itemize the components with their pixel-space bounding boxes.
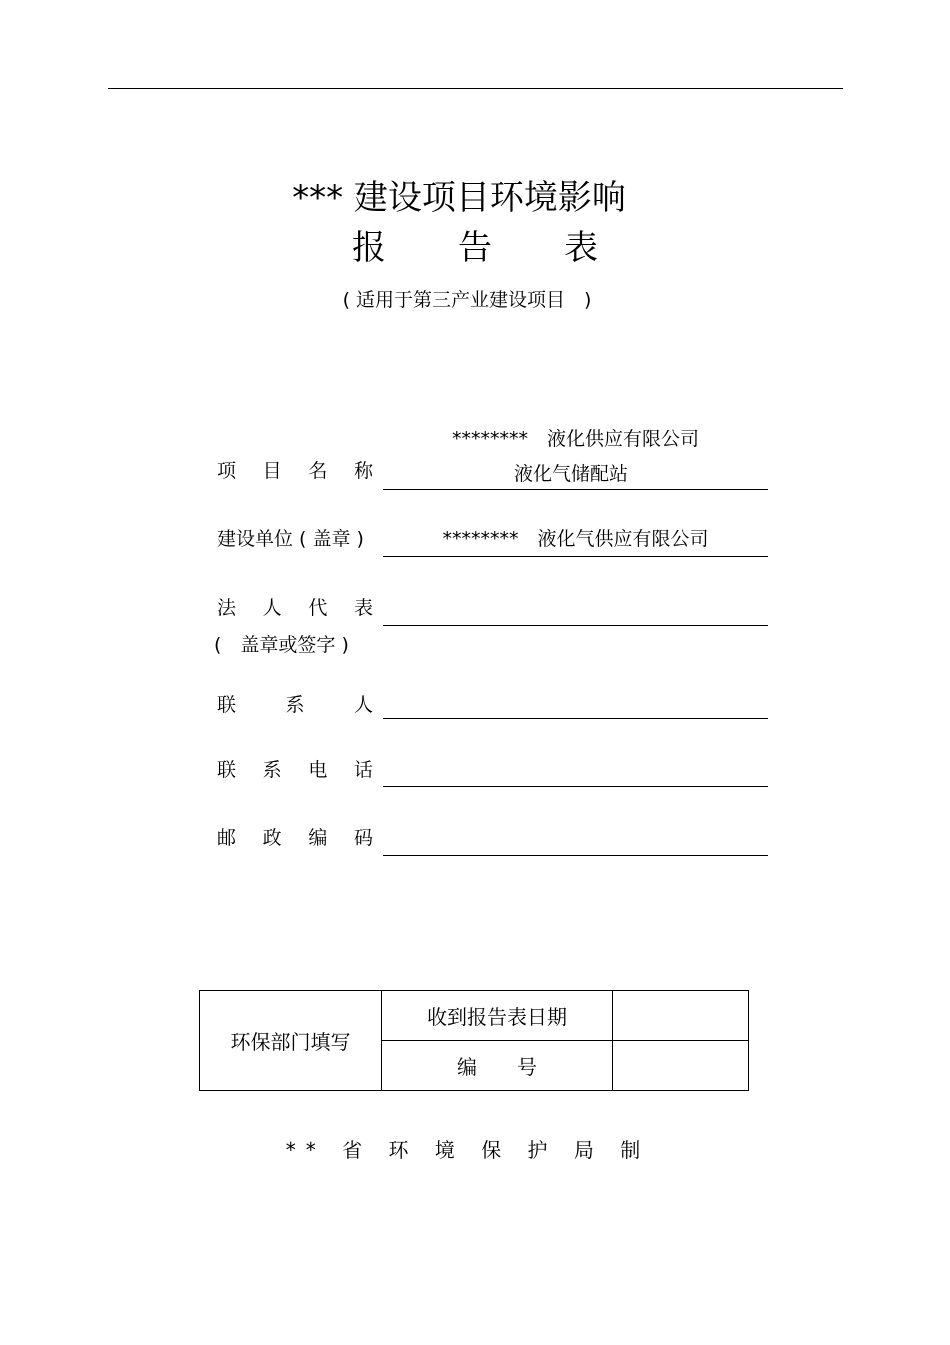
contact-phone-label: 联 系 电 话	[217, 759, 373, 781]
construction-unit-field[interactable]	[383, 556, 768, 557]
project-name-label: 项 目 名 称	[217, 460, 373, 482]
title-char-biao: 表	[564, 228, 598, 268]
title-char-bao: 报	[352, 228, 386, 268]
report-number-field[interactable]	[613, 1041, 749, 1091]
postal-code-field[interactable]	[383, 855, 768, 856]
project-name-field[interactable]	[383, 489, 768, 490]
report-number-label: 编 号	[382, 1041, 613, 1091]
title-line1: *** 建设项目环境影响	[292, 178, 626, 218]
construction-unit-label: 建设单位 ( 盖章 )	[217, 528, 364, 550]
legal-rep-field[interactable]	[383, 625, 768, 626]
contact-person-label: 联 系 人	[217, 694, 373, 716]
contact-phone-field[interactable]	[383, 786, 768, 787]
issuer-footer: ** 省 环 境 保 护 局 制	[285, 1138, 651, 1162]
title-char-gao: 告	[458, 228, 492, 268]
dept-fill-label: 环保部门填写	[200, 991, 382, 1091]
project-name-value-line2: 液化气储配站	[513, 463, 628, 485]
legal-rep-label: 法 人 代 表	[217, 597, 373, 619]
date-received-field[interactable]	[613, 991, 749, 1041]
construction-unit-value: ******** 液化气供应有限公司	[442, 528, 709, 550]
subtitle: ( 适用于第三产业建设项目 )	[342, 289, 592, 311]
project-name-value-line1: ******** 液化供应有限公司	[451, 428, 699, 450]
contact-person-field[interactable]	[383, 718, 768, 719]
top-rule	[108, 88, 843, 89]
office-use-table	[199, 990, 749, 1091]
date-received-label: 收到报告表日期	[382, 991, 613, 1041]
legal-rep-sublabel: ( 盖章或签字 )	[214, 634, 349, 656]
title-line2	[0, 224, 950, 272]
postal-code-label: 邮 政 编 码	[217, 827, 373, 849]
